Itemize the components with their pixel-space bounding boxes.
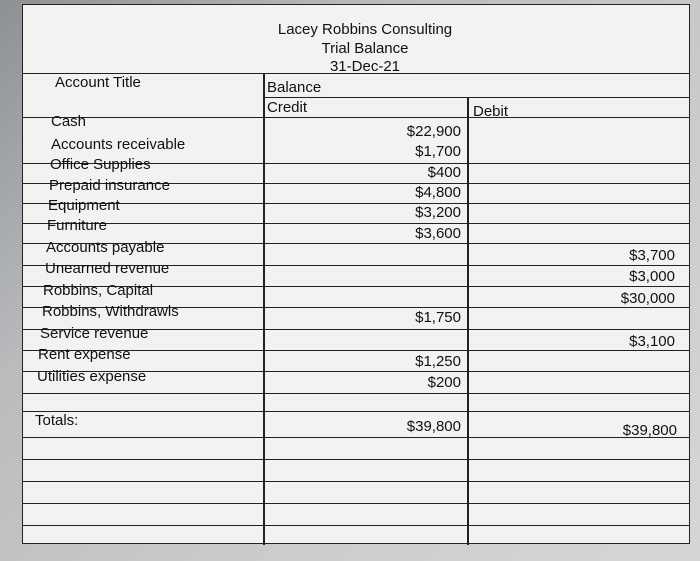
column-header-account-title: Account Title [55,74,141,91]
account-name: Robbins, Capital [43,282,154,299]
report-title: Trial Balance [321,40,409,57]
trial-balance-sheet [22,4,690,544]
credit-amount: $3,600 [415,225,461,242]
credit-amount: $22,900 [406,123,461,140]
debit-amount: $3,000 [629,268,675,285]
divider-account-credit [263,73,265,545]
account-name: Rent expense [38,346,131,363]
credit-amount: $3,200 [415,204,461,221]
credit-amount: $1,700 [415,143,461,160]
report-date: 31-Dec-21 [329,58,401,75]
column-header-credit: Credit [267,99,308,116]
totals-debit: $39,800 [622,422,677,439]
debit-amount: $3,100 [629,333,675,350]
credit-amount: $200 [427,374,461,391]
rule-balance [263,97,689,98]
column-header-balance: Balance [267,79,322,96]
rule-grid [23,481,689,482]
credit-amount: $4,800 [415,184,461,201]
credit-amount: $400 [427,164,461,181]
rule-grid [23,393,689,394]
rule-grid [23,503,689,504]
account-name: Service revenue [40,325,149,342]
account-name: Furniture [47,217,108,234]
account-name: Prepaid insurance [49,177,170,194]
rule-grid [23,411,689,412]
debit-amount: $30,000 [620,290,675,307]
totals-label: Totals: [35,412,79,429]
account-name: Unearned revenue [45,260,170,277]
account-name: Utilities expense [37,368,147,385]
column-header-debit: Debit [473,103,509,120]
account-name: Equipment [48,197,120,214]
credit-amount: $1,250 [415,353,461,370]
debit-amount: $3,700 [629,247,675,264]
account-name: Robbins, Withdrawls [42,303,179,320]
rule-grid [23,459,689,460]
totals-credit: $39,800 [406,418,461,435]
account-name: Accounts receivable [51,136,186,153]
credit-amount: $1,750 [415,309,461,326]
divider-credit-debit [467,97,469,545]
rule-grid [23,223,689,224]
account-name: Accounts payable [46,239,165,256]
company-name: Lacey Robbins Consulting [277,21,453,38]
rule-grid [23,525,689,526]
account-name: Cash [51,113,87,130]
account-name: Office Supplies [50,156,151,173]
rule-columns [23,117,689,118]
